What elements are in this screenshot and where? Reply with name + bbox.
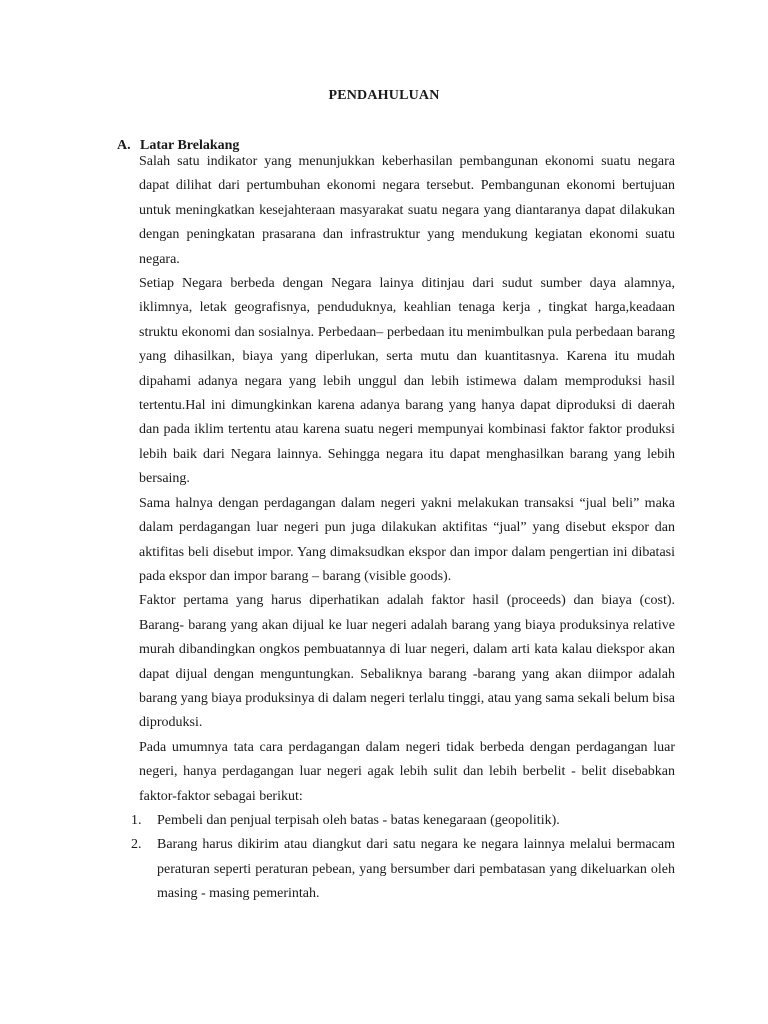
list-item-text: Pembeli dan penjual terpisah oleh batas - batas kenegaraan (geopolitik).	[157, 812, 560, 828]
paragraph-3: Sama halnya dengan perdagangan dalam negeri yakni melakukan transaksi “jual beli” maka dalam perdagangan luar negeri pun juga dilakukan aktifitas “jual” yang disebut ekspor dan aktifitas beli disebut impor. Yang dimaksudkan ekspor dan impor dalam pengertian ini dibatasi pada ekspor dan impor barang – barang (visible goods).	[139, 495, 675, 584]
list-item-text: Barang harus dikirim atau diangkut dari satu negara ke negara lainnya melalui bermacam peraturan seperti peraturan pebean, yang bersumber dari pembatasan yang dikeluarkan oleh masing - masing pemerintah.	[157, 837, 675, 902]
section-title: Latar Brelakang	[140, 138, 240, 153]
list-item-number: 1.	[131, 812, 142, 828]
list-item	[131, 809, 675, 833]
list-item	[131, 833, 675, 906]
list-item-number: 2.	[131, 837, 142, 853]
paragraph-1: Salah satu indikator yang menunjukkan keberhasilan pembangunan ekonomi suatu negara dapat dilihat dari pertumbuhan ekonomi negara tersebut. Pembangunan ekonomi bertujuan untuk meningkatkan kesejahteraan masyarakat suatu negara yang diantaranya dapat dilakukan dengan peningkatan prasarana dan infrastruktur yang mendukung kegiatan ekonomi suatu negara.	[139, 154, 675, 267]
section-letter: A.	[117, 138, 131, 153]
paragraph-5: Pada umumnya tata cara perdagangan dalam negeri tidak berbeda dengan perdagangan luar negeri, hanya perdagangan luar negeri agak lebih sulit dan lebih berbelit - belit disebabkan faktor-faktor sebagai berikut:	[139, 739, 675, 804]
paragraph-4: Faktor pertama yang harus diperhatikan adalah faktor hasil (proceeds) dan biaya (cost). Barang- barang yang akan dijual ke luar negeri adalah barang yang biaya produksinya relative murah dibandingkan ongkos pembuatannya di luar negeri, dalam arti kata kalau diekspor akan dapat dijual dengan menguntungkan. Sebaliknya barang -barang yang akan diimpor adalah barang yang biaya produksinya di dalam negeri terlalu tinggi, atau yang sama sekali belum bisa diproduksi.	[139, 593, 675, 731]
page-title: PENDAHULUAN	[328, 88, 440, 103]
paragraph-2: Setiap Negara berbeda dengan Negara lainya ditinjau dari sudut sumber daya alamnya, iklimnya, letak geografisnya, penduduknya, keahlian tenaga kerja , tingkat harga,keadaan struktu ekonomi dan sosialnya. Perbedaan– perbedaan itu menimbulkan pula perbedaan barang yang dihasilkan, biaya yang diperlukan, serta mutu dan kuantitasnya. Karena itu mudah dipahami adanya negara yang lebih unggul dan lebih istimewa dalam memproduksi hasil tertentu.Hal ini dimungkinkan karena adanya barang yang hanya dapat diproduksi di daerah dan pada iklim tertentu atau karena suatu negeri mempunyai kombinasi faktor faktor produksi lebih baik dari Negara lainnya. Sehingga negara itu dapat menghasilkan barang yang lebih bersaing.	[139, 276, 675, 487]
numbered-list	[131, 809, 675, 907]
body-text	[131, 150, 675, 907]
